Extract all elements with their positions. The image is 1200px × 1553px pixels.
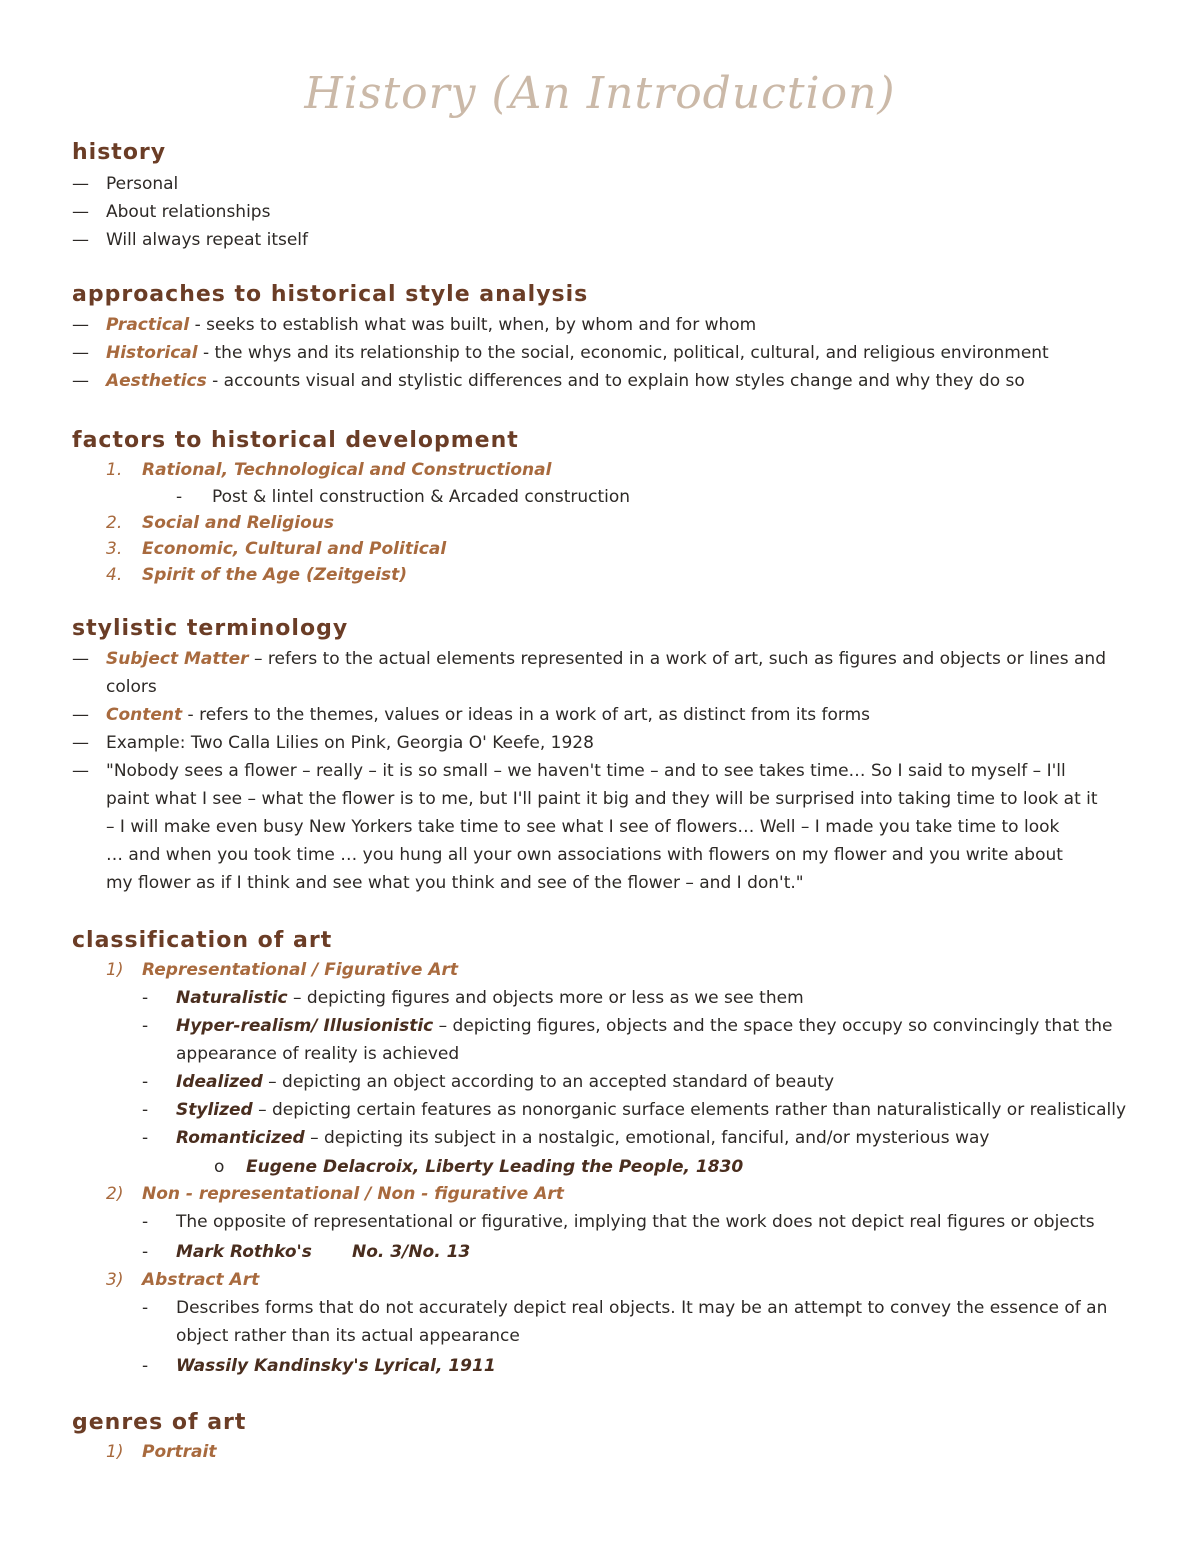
subject-matter-cont: colors xyxy=(106,677,157,697)
dash-marker: — xyxy=(72,371,89,391)
list-number: 2) xyxy=(106,1184,124,1204)
heading-genres: genres of art xyxy=(72,1410,247,1435)
rep-text: – depicting figures, objects and the space they occupy so convincingly that the xyxy=(433,1016,1113,1036)
approach-item xyxy=(106,339,1049,367)
bullet-marker: - xyxy=(142,1212,149,1232)
dash-marker: — xyxy=(72,315,89,335)
bullet-marker: - xyxy=(142,1072,149,1092)
factor-sub-item: Post & lintel construction & Arcaded construction xyxy=(212,487,631,507)
list-number: 4. xyxy=(106,565,123,585)
content-line xyxy=(106,701,870,729)
rep-term: Idealized xyxy=(176,1072,263,1092)
rep-item xyxy=(176,1124,989,1152)
quote-line: paint what I see – what the flower is to me, but I'll paint it big and they will be surprised into taking time to look at it xyxy=(106,789,1098,809)
rep-term: Naturalistic xyxy=(176,988,288,1008)
dash-marker: — xyxy=(72,649,89,669)
nonrep-example-work: No. 3/No. 13 xyxy=(352,1242,471,1262)
bullet-marker: - xyxy=(142,1016,149,1036)
subject-matter-line xyxy=(106,645,1106,673)
list-number: 1) xyxy=(106,960,124,980)
history-item: Will always repeat itself xyxy=(106,230,309,250)
example-line: Example: Two Calla Lilies on Pink, Georgia O' Keefe, 1928 xyxy=(106,733,594,753)
rep-term: Romanticized xyxy=(176,1128,305,1148)
rep-term: Hyper-realism/ Illusionistic xyxy=(176,1016,434,1036)
approach-text: - seeks to establish what was built, when, by whom and for whom xyxy=(189,315,757,335)
bullet-marker: - xyxy=(142,1128,149,1148)
classification-group: Abstract Art xyxy=(142,1270,260,1290)
approach-item xyxy=(106,367,1025,395)
abstract-text: Describes forms that do not accurately depict real objects. It may be an attempt to convey the essence of an xyxy=(176,1298,1108,1318)
approach-text: - the whys and its relationship to the social, economic, political, cultural, and religious environment xyxy=(197,343,1049,363)
dash-marker: — xyxy=(72,705,89,725)
classification-group: Non - representational / Non - figurative Art xyxy=(142,1184,564,1204)
heading-factors: factors to historical development xyxy=(72,428,519,453)
history-item: About relationships xyxy=(106,202,271,222)
dash-marker: — xyxy=(72,202,89,222)
bullet-marker: - xyxy=(142,1356,149,1376)
rep-item xyxy=(176,984,804,1012)
heading-stylistic: stylistic terminology xyxy=(72,616,349,641)
rep-item xyxy=(176,1096,1126,1124)
rep-item xyxy=(176,1068,834,1096)
rep-term: Stylized xyxy=(176,1100,253,1120)
page-title: History (An Introduction) xyxy=(304,68,896,119)
bullet-marker: - xyxy=(176,487,183,507)
quote-line: – I will make even busy New Yorkers take time to see what I see of flowers… Well – I made you take time to look xyxy=(106,817,1060,837)
content-text: - refers to the themes, values or ideas in a work of art, as distinct from its forms xyxy=(182,705,871,725)
subject-matter-term: Subject Matter xyxy=(106,649,249,669)
dash-marker: — xyxy=(72,343,89,363)
dash-marker: — xyxy=(72,174,89,194)
rep-item-cont: appearance of reality is achieved xyxy=(176,1044,460,1064)
list-number: 3. xyxy=(106,539,123,559)
abstract-example: Wassily Kandinsky's Lyrical, 1911 xyxy=(176,1356,496,1376)
content-term: Content xyxy=(106,705,183,725)
bullet-marker: - xyxy=(142,988,149,1008)
approach-term: Historical xyxy=(106,343,198,363)
abstract-text-cont: object rather than its actual appearance xyxy=(176,1326,520,1346)
factor-item: Social and Religious xyxy=(142,513,335,533)
dash-marker: — xyxy=(72,733,89,753)
quote-line: "Nobody sees a flower – really – it is so small – we haven't time – and to see takes time… So I said to myself – I'll xyxy=(106,761,1066,781)
dash-marker: — xyxy=(72,230,89,250)
list-number: 3) xyxy=(106,1270,124,1290)
rep-text: – depicting its subject in a nostalgic, emotional, fanciful, and/or mysterious way xyxy=(304,1128,990,1148)
approach-text: - accounts visual and stylistic differences and to explain how styles change and why they do so xyxy=(206,371,1025,391)
nonrep-text: The opposite of representational or figurative, implying that the work does not depict real figures or objects xyxy=(176,1212,1095,1232)
factor-item: Economic, Cultural and Political xyxy=(142,539,447,559)
rep-text: – depicting certain features as nonorganic surface elements rather than naturalistically or realistically xyxy=(252,1100,1127,1120)
dash-marker: — xyxy=(72,761,89,781)
history-item: Personal xyxy=(106,174,179,194)
heading-approaches: approaches to historical style analysis xyxy=(72,282,589,307)
approach-term: Practical xyxy=(106,315,190,335)
subject-matter-text: – refers to the actual elements represented in a work of art, such as figures and objects or lines and xyxy=(248,649,1106,669)
list-number: 1. xyxy=(106,460,123,480)
rep-text: – depicting figures and objects more or less as we see them xyxy=(287,988,804,1008)
rep-example: Eugene Delacroix, Liberty Leading the People, 1830 xyxy=(246,1157,744,1177)
approach-term: Aesthetics xyxy=(106,371,207,391)
quote-line: my flower as if I think and see what you think and see of the flower – and I don't." xyxy=(106,873,804,893)
bullet-marker: - xyxy=(142,1100,149,1120)
bullet-marker: - xyxy=(142,1298,149,1318)
genre-item: Portrait xyxy=(142,1442,217,1462)
rep-text: – depicting an object according to an accepted standard of beauty xyxy=(262,1072,835,1092)
list-number: 1) xyxy=(106,1442,124,1462)
nonrep-example-artist: Mark Rothko's xyxy=(176,1242,312,1262)
list-number: 2. xyxy=(106,513,123,533)
bullet-marker: - xyxy=(142,1242,149,1262)
classification-group: Representational / Figurative Art xyxy=(142,960,459,980)
factor-item: Spirit of the Age (Zeitgeist) xyxy=(142,565,408,585)
heading-classification: classification of art xyxy=(72,928,333,953)
circle-bullet: o xyxy=(214,1157,225,1177)
quote-line: … and when you took time … you hung all your own associations with flowers on my flower and you write about xyxy=(106,845,1063,865)
heading-history: history xyxy=(72,140,167,165)
approach-item xyxy=(106,311,756,339)
factor-item: Rational, Technological and Constructional xyxy=(142,460,552,480)
rep-item xyxy=(176,1012,1113,1040)
